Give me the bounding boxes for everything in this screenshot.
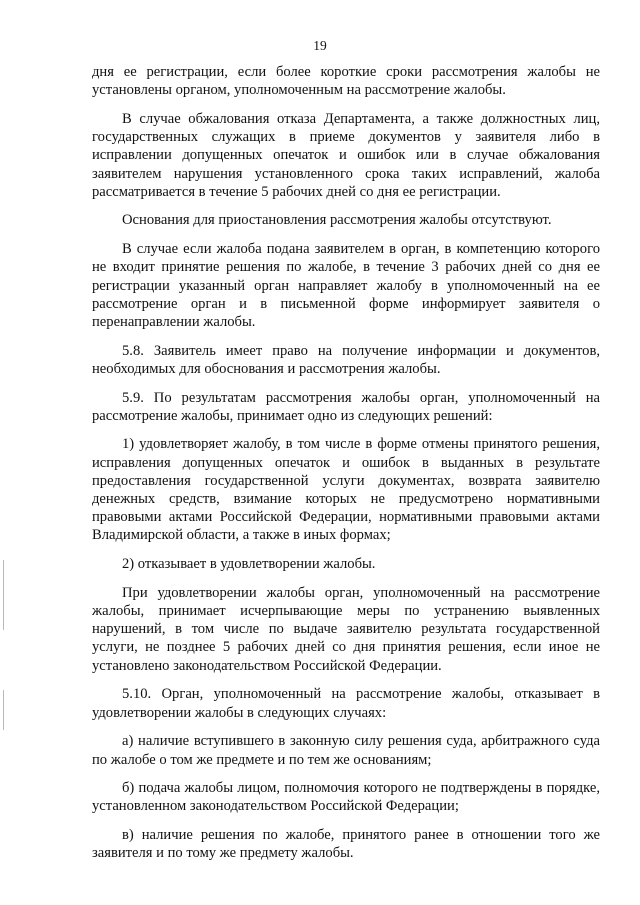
paragraph-5-8: 5.8. Заявитель имеет право на получение информации и документов, необходимых для обоснования и рассмотрения жалобы. (92, 342, 600, 377)
scan-edge-mark (3, 560, 4, 630)
paragraph-decision-1: 1) удовлетворяет жалобу, в том числе в форме отмены принятого решения, исправления допущенных опечаток и ошибок в выданных в результате предоставления государственной услуги документах, возврата заявителю денежных средств, взимание которых не предусмотрено нормативными правовыми актами Российской Федерации, нормативными правовыми актами Владимирской области, а также в иных формах; (92, 436, 600, 544)
page-number: 19 (313, 38, 327, 53)
scan-edge-mark (3, 690, 4, 730)
paragraph-refusal-b: б) подача жалобы лицом, полномочия которого не подтверждены в порядке, установленном законодательством Российской Федерации; (92, 780, 600, 815)
paragraph-5-9: 5.9. По результатам рассмотрения жалобы орган, уполномоченный на рассмотрение жалобы, принимает одно из следующих решений: (92, 389, 600, 424)
paragraph-decision-2: 2) отказывает в удовлетворении жалобы. (122, 556, 376, 573)
paragraph-refusal-a: а) наличие вступившего в законную силу решения суда, арбитражного суда по жалобе о том же предмете и по тем же основаниям; (92, 733, 600, 768)
paragraph-refusal-c: в) наличие решения по жалобе, принятого ранее в отношении того же заявителя и по тому же предмету жалобы. (92, 827, 600, 862)
document-body (92, 63, 600, 873)
paragraph-continuation: дня ее регистрации, если более короткие сроки рассмотрения жалобы не установлены органом, уполномоченным на рассмотрение жалобы. (92, 64, 600, 99)
paragraph-appeal-refusal: В случае обжалования отказа Департамента, а также должностных лиц, государственных служащих в приеме документов у заявителя либо в исправлении допущенных опечаток и ошибок или в случае обжалования заявителем нарушения установленного срока таких исправлений, жалоба рассматривается в течение 5 рабочих дней со дня ее регистрации. (92, 110, 600, 200)
paragraph-satisfaction-measures: При удовлетворении жалобы орган, уполномоченный на рассмотрение жалобы, принимает исчерпывающие меры по устранению выявленных нарушений, в том числе по выдаче заявителю результата государственной услуги, не позднее 5 рабочих дней со дня принятия решения, если иное не установлено законодательством Российской Федерации. (92, 584, 600, 674)
paragraph-5-10: 5.10. Орган, уполномоченный на рассмотрение жалобы, отказывает в удовлетворении жалобы в следующих случаях: (92, 686, 600, 721)
paragraph-no-suspension: Основания для приостановления рассмотрения жалобы отсутствуют. (122, 212, 552, 229)
paragraph-redirect-complaint: В случае если жалоба подана заявителем в орган, в компетенцию которого не входит принятие решения по жалобе, в течение 3 рабочих дней со дня ее регистрации указанный орган направляет жалобу в уполномоченный на ее рассмотрение орган и в письменной форме информирует заявителя о перенаправлении жалобы. (92, 241, 600, 330)
